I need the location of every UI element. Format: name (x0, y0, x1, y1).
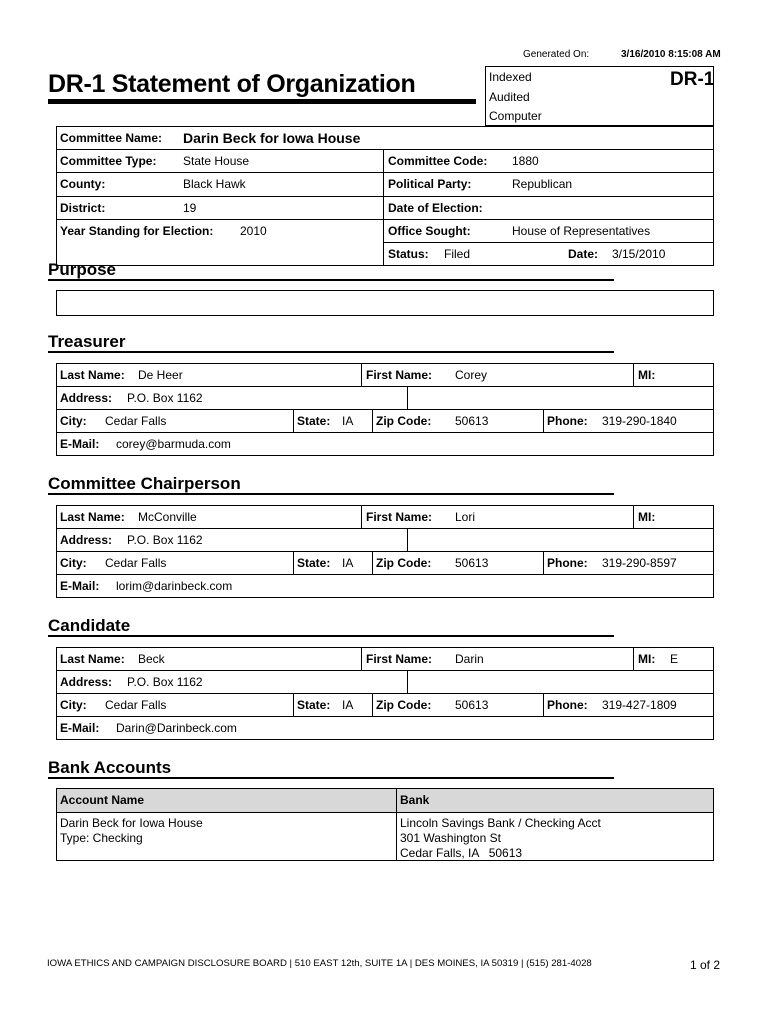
chairperson-zip-label: Zip Code: (376, 556, 432, 570)
page-number: 1 of 2 (690, 958, 721, 972)
office-sought-value: House of Representatives (512, 224, 651, 238)
treasurer-heading: Treasurer (48, 332, 126, 351)
candidate-zip-label: Zip Code: (376, 698, 432, 712)
political-party-value: Republican (512, 177, 573, 191)
candidate-last-name: Beck (138, 652, 165, 666)
treasurer-phone: 319-290-1840 (602, 414, 677, 428)
candidate-state: IA (342, 698, 354, 712)
candidate-first-name-label: First Name: (366, 652, 433, 666)
committee-name-label: Committee Name: (60, 131, 163, 145)
bank-accounts-heading: Bank Accounts (48, 758, 172, 777)
chairperson-phone-label: Phone: (547, 556, 588, 570)
title-underline (48, 99, 476, 104)
district-value: 19 (183, 201, 197, 215)
county-label: County: (60, 177, 106, 191)
bank-account-type: Type: Checking (60, 831, 143, 845)
candidate-last-name-label: Last Name: (60, 652, 125, 666)
form-code: DR-1 (670, 69, 715, 90)
candidate-mi-label: MI: (638, 652, 656, 666)
candidate-state-label: State: (297, 698, 331, 712)
chairperson-state: IA (342, 556, 354, 570)
purpose-box (56, 290, 714, 316)
district-label: District: (60, 201, 106, 215)
treasurer-first-name-label: First Name: (366, 368, 433, 382)
treasurer-mi-label: MI: (638, 368, 656, 382)
treasurer-last-name: De Heer (138, 368, 183, 382)
status-label: Status: (388, 247, 429, 261)
chairperson-email: lorim@darinbeck.com (116, 579, 233, 593)
treasurer-email: corey@barmuda.com (116, 437, 231, 451)
bank-city-state-zip: Cedar Falls, IA 50613 (400, 846, 523, 860)
treasurer-zip: 50613 (455, 414, 489, 428)
bank-col-bank: Bank (400, 793, 430, 807)
political-party-label: Political Party: (388, 177, 472, 191)
purpose-rule (48, 279, 614, 281)
year-standing-label: Year Standing for Election: (60, 224, 214, 238)
chairperson-first-name-label: First Name: (366, 510, 433, 524)
candidate-city: Cedar Falls (105, 698, 167, 712)
treasurer-state-label: State: (297, 414, 331, 428)
candidate-address: P.O. Box 1162 (127, 675, 203, 689)
date-of-election-label: Date of Election: (388, 201, 483, 215)
page-title: DR-1 Statement of Organization (48, 70, 416, 98)
candidate-email-label: E-Mail: (60, 721, 100, 735)
bank-account-name: Darin Beck for Iowa House (60, 816, 203, 830)
candidate-phone-label: Phone: (547, 698, 588, 712)
purpose-heading: Purpose (48, 260, 117, 279)
chairperson-first-name: Lori (455, 510, 476, 524)
bank-street: 301 Washington St (400, 831, 501, 845)
treasurer-last-name-label: Last Name: (60, 368, 125, 382)
candidate-phone: 319-427-1809 (602, 698, 677, 712)
bank-name: Lincoln Savings Bank / Checking Acct (400, 816, 601, 830)
chairperson-zip: 50613 (455, 556, 489, 570)
chairperson-mi-label: MI: (638, 510, 656, 524)
filing-date-label: Date: (568, 247, 599, 261)
committee-code-value: 1880 (512, 154, 539, 168)
status-indexed: Indexed (489, 70, 532, 84)
treasurer-address-label: Address: (60, 391, 113, 405)
candidate-heading: Candidate (48, 616, 131, 635)
chairperson-heading: Committee Chairperson (48, 474, 241, 493)
chairperson-last-name-label: Last Name: (60, 510, 125, 524)
candidate-city-label: City: (60, 698, 87, 712)
status-value: Filed (444, 247, 471, 261)
committee-type-value: State House (183, 154, 250, 168)
year-standing-value: 2010 (240, 224, 267, 238)
candidate-email: Darin@Darinbeck.com (116, 721, 237, 735)
committee-type-label: Committee Type: (60, 154, 157, 168)
treasurer-email-label: E-Mail: (60, 437, 100, 451)
status-computer: Computer (489, 109, 542, 123)
chairperson-phone: 319-290-8597 (602, 556, 677, 570)
candidate-zip: 50613 (455, 698, 489, 712)
candidate-mi: E (670, 652, 679, 666)
chairperson-state-label: State: (297, 556, 331, 570)
treasurer-city: Cedar Falls (105, 414, 167, 428)
chairperson-city-label: City: (60, 556, 87, 570)
chairperson-city: Cedar Falls (105, 556, 167, 570)
treasurer-phone-label: Phone: (547, 414, 588, 428)
treasurer-city-label: City: (60, 414, 87, 428)
treasurer-address: P.O. Box 1162 (127, 391, 203, 405)
candidate-address-label: Address: (60, 675, 113, 689)
filing-date-value: 3/15/2010 (612, 247, 666, 261)
treasurer-first-name: Corey (455, 368, 488, 382)
committee-name-value: Darin Beck for Iowa House (183, 130, 361, 146)
bank-col-account-name: Account Name (60, 793, 145, 807)
office-sought-label: Office Sought: (388, 224, 471, 238)
committee-code-label: Committee Code: (388, 154, 488, 168)
county-value: Black Hawk (183, 177, 246, 191)
treasurer-state: IA (342, 414, 354, 428)
status-audited: Audited (489, 90, 530, 104)
generated-on-label: Generated On: (523, 49, 590, 60)
chairperson-email-label: E-Mail: (60, 579, 100, 593)
generated-on-value: 3/16/2010 8:15:08 AM (621, 49, 721, 60)
chairperson-address: P.O. Box 1162 (127, 533, 203, 547)
candidate-first-name: Darin (455, 652, 484, 666)
chairperson-last-name: McConville (138, 510, 197, 524)
footer-board-info: IOWA ETHICS AND CAMPAIGN DISCLOSURE BOARD | 510 EAST 12th, SUITE 1A | DES MOINES, IA 50319 | (515) 281-4028 (47, 958, 592, 969)
chairperson-address-label: Address: (60, 533, 113, 547)
treasurer-zip-label: Zip Code: (376, 414, 432, 428)
